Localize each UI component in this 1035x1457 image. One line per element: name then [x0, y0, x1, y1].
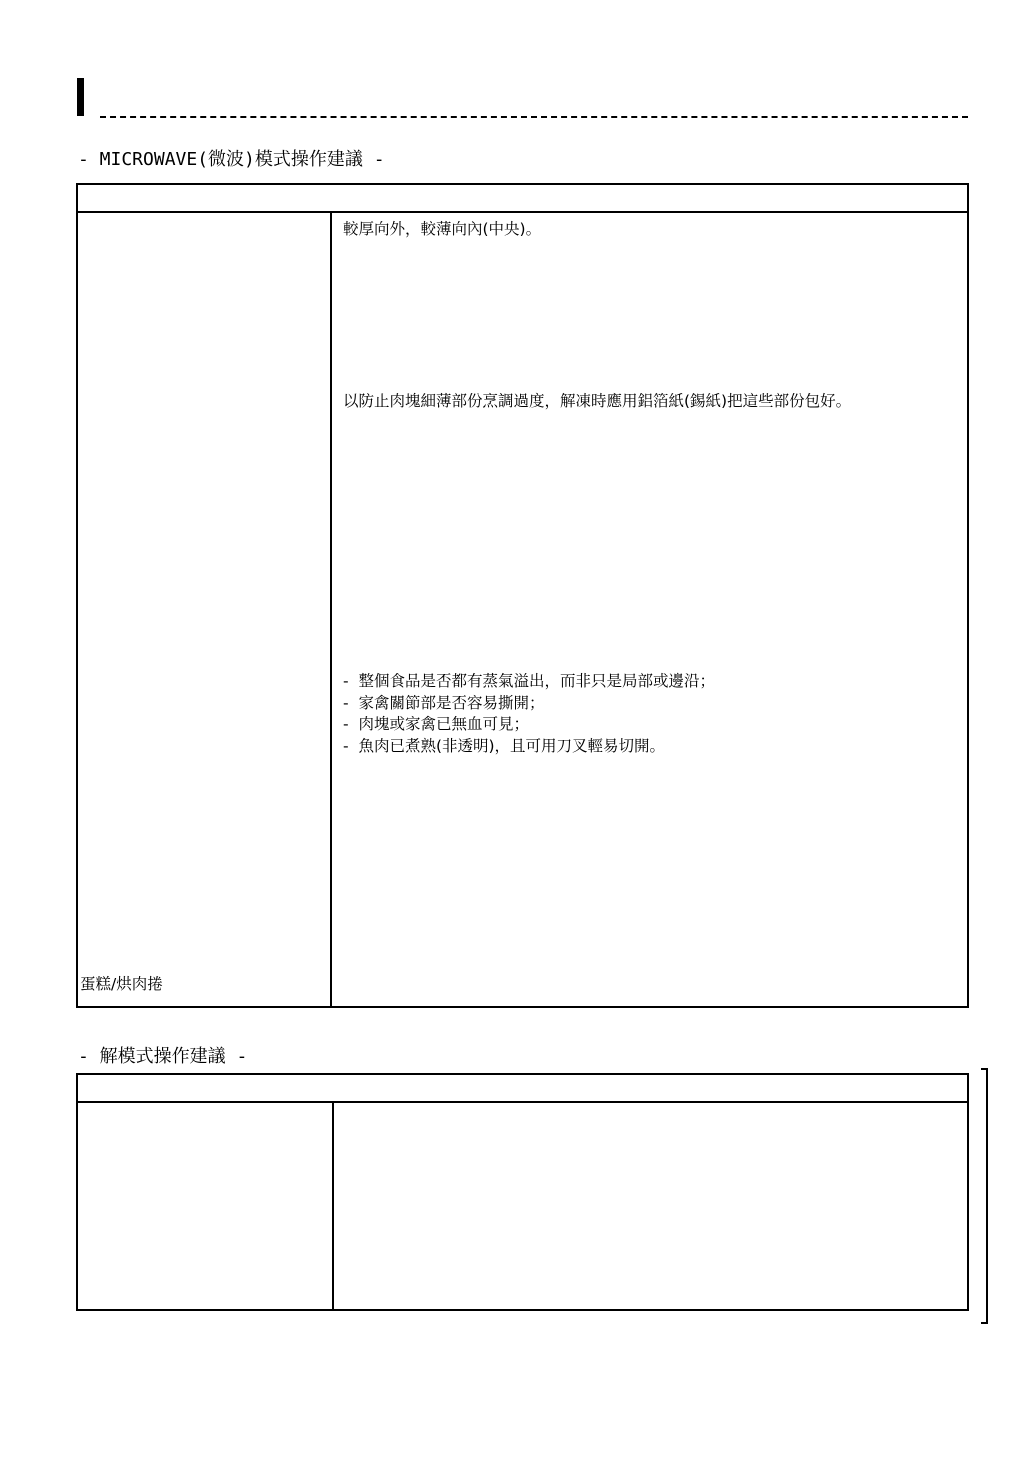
- defrost-tips-table: [76, 1073, 969, 1311]
- row-label-cake-meatloaf: 蛋糕/烘肉捲: [80, 975, 163, 993]
- header-dashed-rule: [100, 116, 968, 118]
- doneness-checklist: [343, 671, 715, 757]
- side-bracket: [981, 1068, 988, 1324]
- table-header-row: [78, 1075, 967, 1103]
- tip-foil-shielding: 以防止肉塊細薄部份烹調過度，解凍時應用鋁箔紙(錫紙)把這些部份包好。: [343, 392, 852, 410]
- section-title-microwave: - MICROWAVE(微波)模式操作建議 -: [78, 149, 385, 170]
- checklist-item: - 整個食品是否都有蒸氣溢出，而非只是局部或邊沿；: [343, 672, 715, 690]
- column-divider: [330, 211, 332, 1006]
- checklist-item: - 肉塊或家禽已無血可見；: [343, 715, 529, 733]
- section-title-defrost: - 解模式操作建議 -: [78, 1046, 248, 1067]
- tip-arrangement: 較厚向外，較薄向內(中央)。: [343, 220, 542, 238]
- table-header-row: [78, 185, 967, 213]
- checklist-item: - 魚肉已煮熟(非透明)，且可用刀叉輕易切開。: [343, 736, 666, 755]
- microwave-tips-table: [76, 183, 969, 1008]
- checklist-item: - 家禽關節部是否容易撕開；: [343, 693, 545, 712]
- header-bar: [77, 78, 84, 116]
- column-divider: [332, 1101, 334, 1309]
